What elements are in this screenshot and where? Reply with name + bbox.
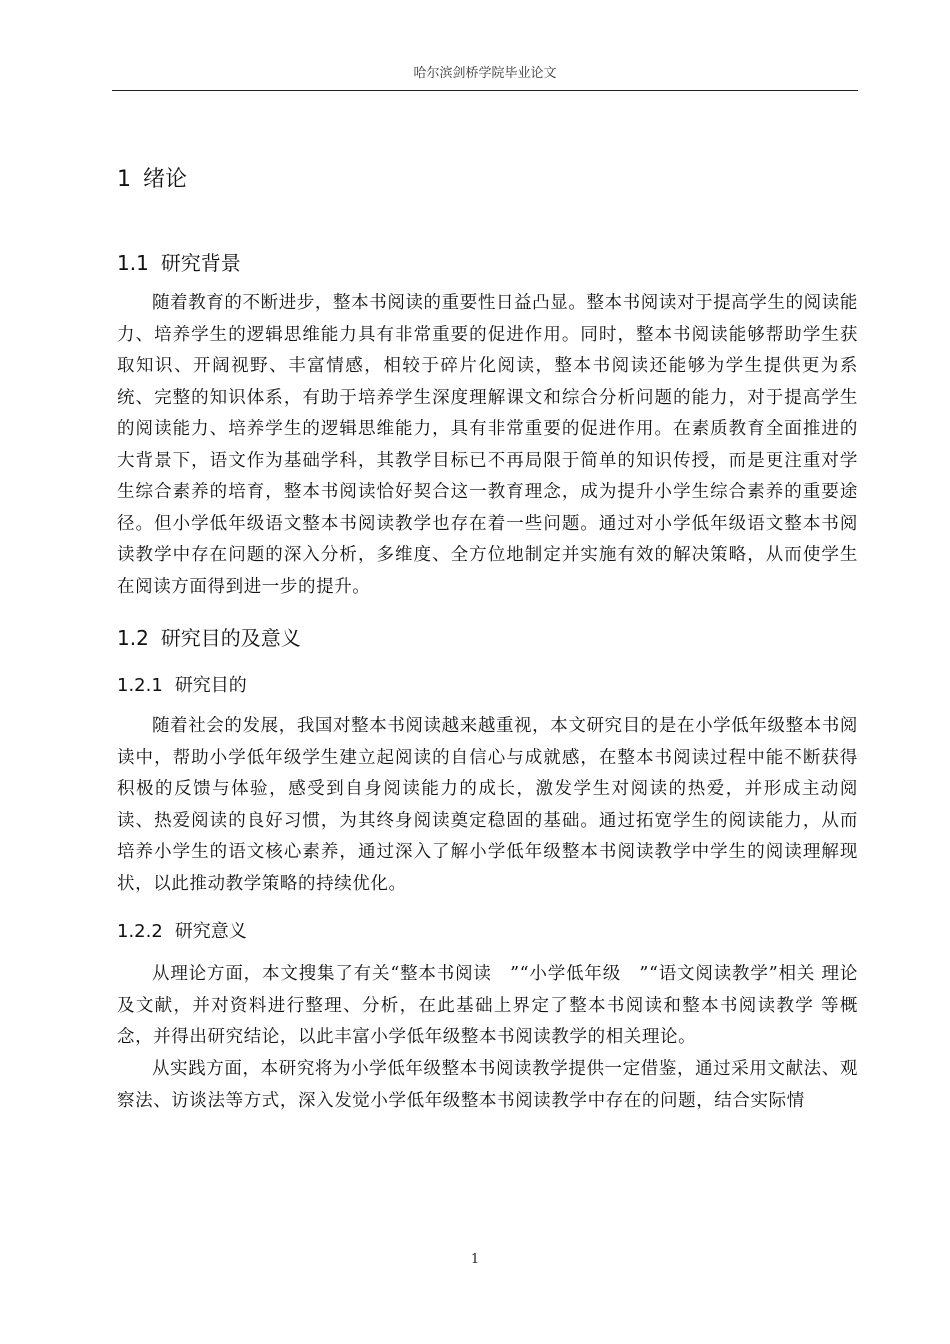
subsection-heading-purpose (117, 673, 247, 699)
background-paragraph: 随着教育的不断进步，整本书阅读的重要性日益凸显。整本书阅读对于提高学生的阅读能力、培养学生的逻辑思维能力具有非常重要的促进作用。同时，整本书阅读能够帮助学生获取知识、开阔视野、丰富情感，相较于碎片化阅读，整本书阅读还能够为学生提供更为系统、完整的知识体系，有助于培养学生深度理解课文和综合分析问题的能力，对于提高学生的阅读能力、培养学生的逻辑思维能力，具有非常重要的促进作用。在素质教育全面推进的大背景下，语文作为基础学科，其教学目标已不再局限于简单的知识传授，而是更注重对学生综合素养的培育，整本书阅读恰好契合这一教育理念，成为提升小学生综合素养的重要途径。但小学低年级语文整本书阅读教学也存在着一些问题。通过对小学低年级语文整本书阅读教学中存在问题的深入分析，多维度、全方位地制定并实施有效的解决策略，从而使学生在阅读方面得到进一步的提升。 (117, 293, 858, 597)
section-title: 研究背景 (160, 251, 241, 275)
subsection-title: 研究目的 (174, 675, 247, 696)
significance-paragraph-practice: 从实践方面，本研究将为小学低年级整本书阅读教学提供一定借鉴，通过采用文献法、观察法、访谈法等方式，深入发觉小学低年级整本书阅读教学中存在的问题，结合实际情 (117, 1059, 858, 1111)
section-heading-background (117, 249, 241, 277)
section-heading-purpose-significance (117, 624, 301, 652)
page-number: 1 (470, 1252, 480, 1267)
section-number: 1.1 (117, 251, 149, 275)
section-number: 1.2 (117, 626, 149, 650)
subsection-number: 1.2.1 (117, 675, 163, 696)
purpose-paragraph: 随着社会的发展，我国对整本书阅读越来越重视，本文研究目的是在小学低年级整本书阅读中，帮助小学低年级学生建立起阅读的自信心与成就感，在整本书阅读过程中能不断获得积极的反馈与体验，感受到自身阅读能力的成长，激发学生对阅读的热爱，并形成主动阅读、热爱阅读的良好习惯，为其终身阅读奠定稳固的基础。通过拓宽学生的阅读能力，从而培养小学生的语文核心素养，通过深入了解小学低年级整本书阅读教学中学生的阅读理解现状，以此推动教学策略的持续优化。 (117, 716, 858, 894)
subsection-title: 研究意义 (174, 921, 247, 942)
chapter-title: 绪论 (143, 167, 188, 192)
chapter-number: 1 (117, 167, 131, 192)
subsection-number: 1.2.2 (117, 921, 163, 942)
chapter-heading (117, 165, 187, 195)
page-header: 哈尔滨剑桥学院毕业论文 (112, 64, 858, 91)
section-title: 研究目的及意义 (160, 626, 301, 650)
subsection-heading-significance (117, 919, 247, 945)
significance-paragraph-theory: 从理论方面，本文搜集了有关“整本书阅读 ”“小学低年级 ”“语文阅读教学”相关 理论及文献，并对资料进行整理、分析，在此基础上界定了整本书阅读和整本书阅读教学 等概念，并得出研究结论，以此丰富小学低年级整本书阅读教学的相关理论。 (117, 964, 858, 1047)
